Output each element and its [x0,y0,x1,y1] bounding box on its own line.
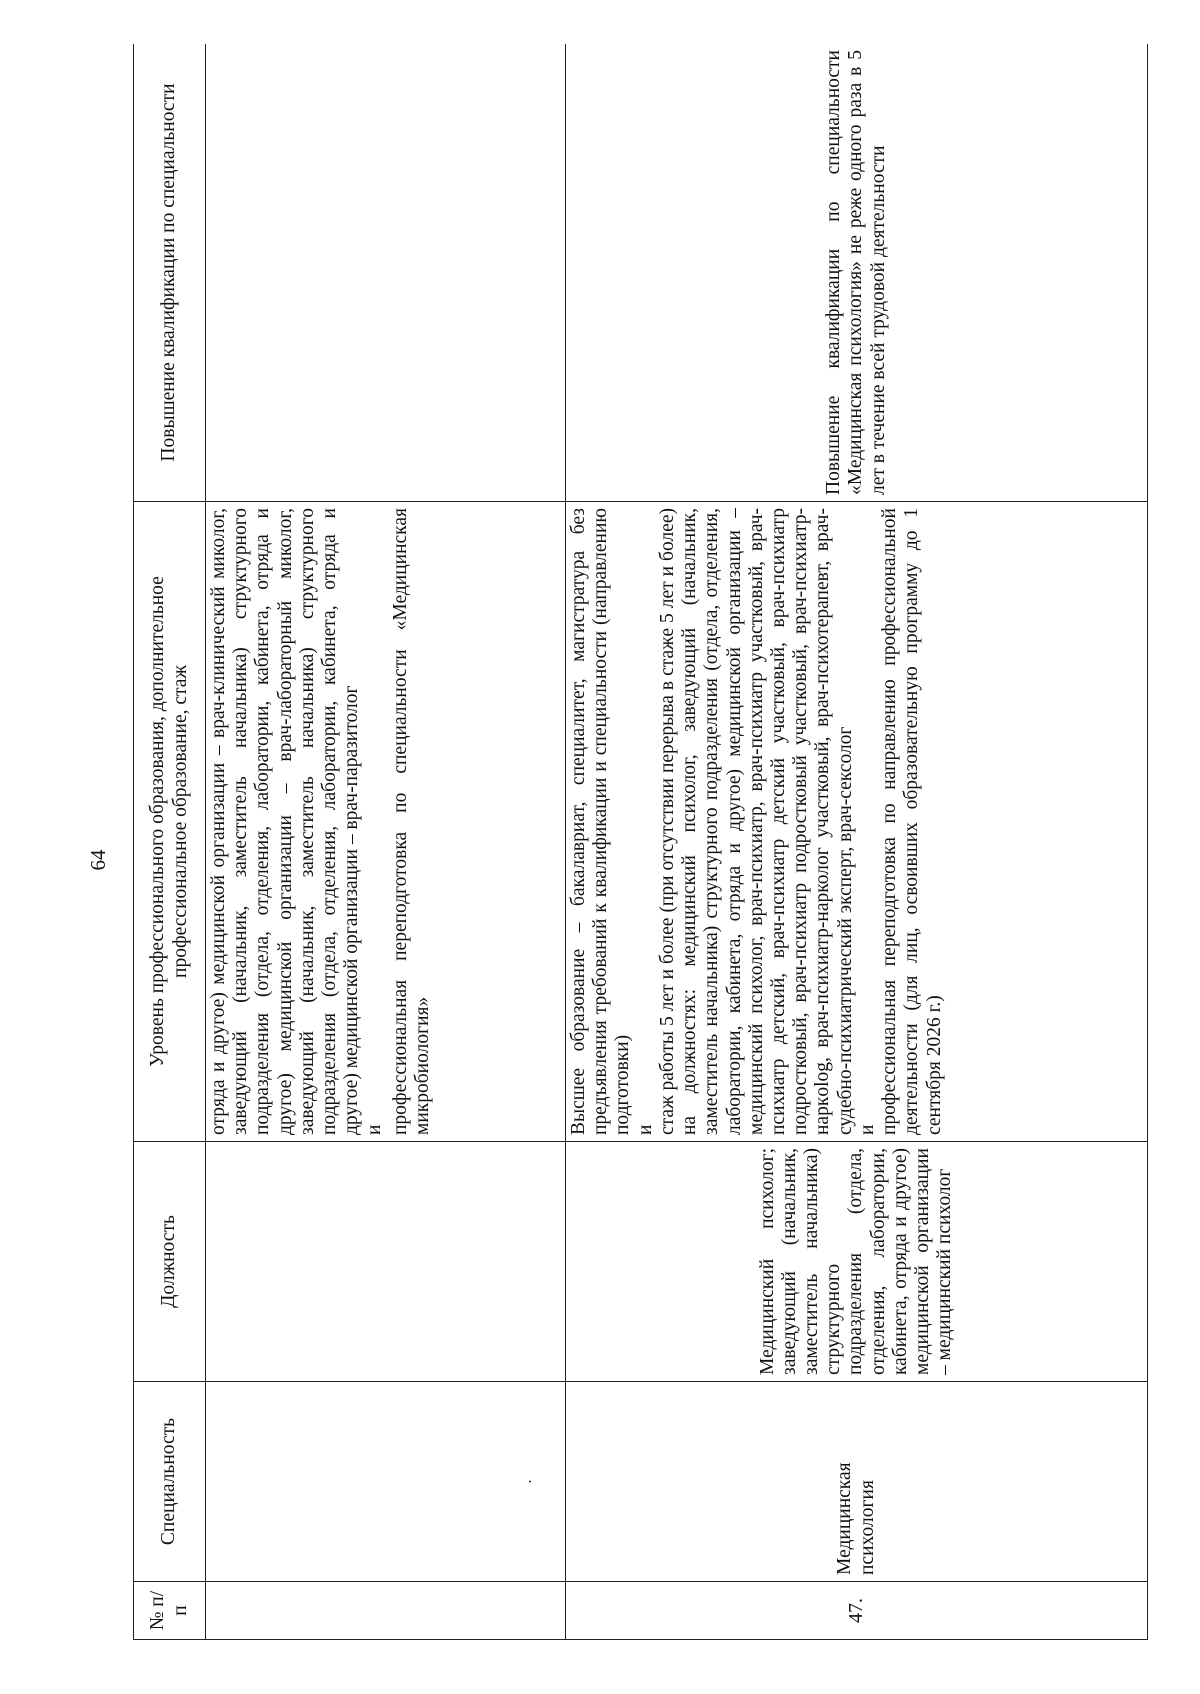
education-connector: и [634,1124,656,1135]
education-paragraph: Высшее образование – бакалавриат, специалитет, магистратура без предъявления требований к квалификации и специальности (направлению подготовки) [568,508,634,1135]
education-paragraph: профессиональная переподготовка по направлению профессиональной деятельности (для лиц, освоивших образовательную программу до 1 сентября 2026 г.) [879,508,945,1135]
row-position [206,1142,566,1382]
header-num: № п/п [134,1582,206,1640]
row-specialty [206,1382,566,1582]
header-position: Должность [134,1142,206,1382]
row-specialty: Медицинская психология [566,1382,1148,1582]
rotated-table-container [133,44,1148,1640]
education-connector: и [363,1124,385,1135]
education-paragraph: стаж работы 5 лет и более (при отсутствии перерыва в стаже 5 лет и более) на должностях: медицинский психолог, заведующий (начальник, заместитель начальника) структурного подразделения (отдела, отделения, лаборатории, кабинета, отряда и другое) медицинской организации – медицинский психолог, врач-психиатр, врач-психиатр участковый, врач-психиатр детский, врач-психиатр детский участковый, врач-психиатр подростковый, врач-психиатр подростковый участковый, врач-психиатр-наркolog, врач-психиатр-нарколог участковый, врач-психотерапевт, врач-судебно-психиатрический эксперт, врач-сексолог [656,508,856,1135]
stray-dot: . [518,1479,535,1484]
header-qualification: Повышение квалификации по специальности [134,44,206,502]
qualification-requirements-table [133,44,1148,1640]
requirements-table-frame [133,44,1148,1640]
page-number: 64 [86,849,110,871]
row-position: Медицинский психолог; заведующий (начальник, заместитель начальника) структурного подразделения (отдела, отделения, лаборатории, кабинета, отряда и другое) медицинской организации – медицинский психолог [566,1142,1148,1382]
row-num [206,1582,566,1640]
education-paragraph: профессиональная переподготовка по специальности «Медицинская микробиология» [389,508,433,1135]
row-education [206,502,566,1142]
row-qualification [206,44,566,502]
header-education: Уровень профессионального образования, дополнительное профессиональное образование, стаж [134,502,206,1142]
education-paragraph: отряда и другое) медицинской организации – врач-клинический миколог, заведующий (начальник, заместитель начальника) структурного подразделения (отдела, отделения, лаборатории, кабинета, отряда и другое) медицинской организации – врач-лабораторный миколог, заведующий (начальник, заместитель начальника) структурного подразделения (отдела, отделения, лаборатории, кабинета, отряда и другое) медицинской организации – врач-паразитолог [208,508,363,1135]
education-connector: и [856,1124,878,1135]
header-specialty: Специальность [134,1382,206,1582]
row-education [566,502,1148,1142]
table-row [206,44,566,1640]
row-qualification: Повышение квалификации по специальности «Медицинская психология» не реже одного раза в 5 лет в течение всей трудовой деятельности [566,44,1148,502]
row-num: 47. [566,1582,1148,1640]
table-row [566,44,1148,1640]
table-header-row [134,44,206,1640]
